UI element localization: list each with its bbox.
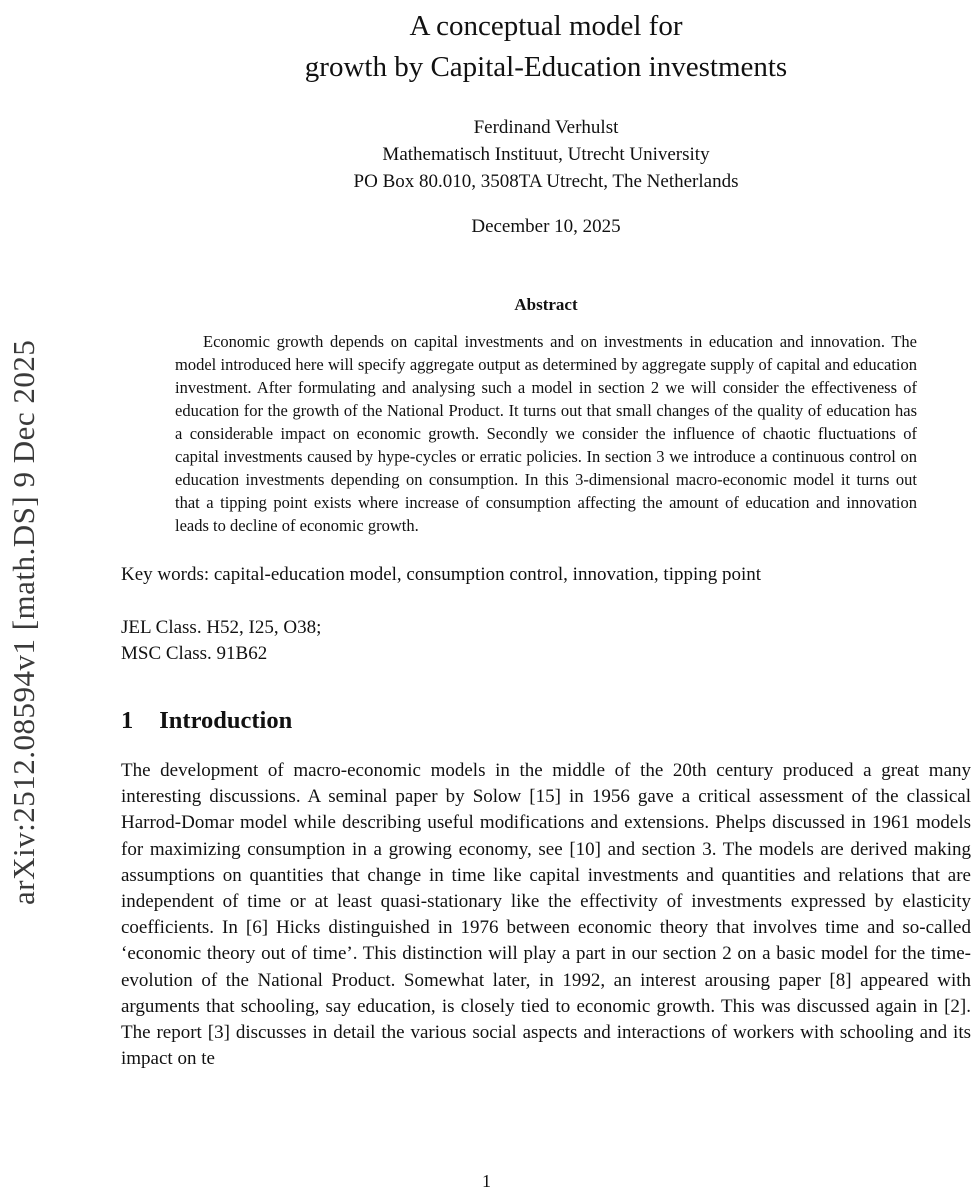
author-address: PO Box 80.010, 3508TA Utrecht, The Netherlands: [353, 171, 739, 192]
page-number: 1: [482, 1171, 491, 1191]
paper-title-line2: growth by Capital-Education investments: [304, 51, 788, 83]
author-affiliation: Mathematisch Instituut, Utrecht University: [382, 144, 710, 165]
paper-title: [121, 6, 971, 88]
paper-title-line1: A conceptual model for: [409, 10, 683, 42]
keywords-line: Key words: capital-education model, consumption control, innovation, tipping point: [121, 564, 762, 585]
author-block: [121, 114, 971, 195]
abstract-text: Economic growth depends on capital investments and on investments in education and innovation. The model introduced here will specify aggregate output as determined by aggregate supply of capital and education investment. After formulating and analysing such a model in section 2 we will consider the effectiveness of education for the growth of the National Product. It turns out that small changes of the quality of education has a considerable impact on economic growth. Secondly we consider the influence of chaotic fluctuations of capital investments caused by hype-cycles or erratic policies. In section 3 we introduce a continuous control on education investments depending on consumption. In this 3-dimensional macro-economic model it turns out that a tipping point exists where increase of consumption affecting the amount of education and innovation leads to decline of economic growth.: [175, 332, 917, 535]
arxiv-watermark: arXiv:2512.08594v1 [math.DS] 9 Dec 2025: [6, 339, 41, 905]
classification-block: [121, 615, 971, 667]
paper-date: December 10, 2025: [471, 216, 621, 237]
introduction-paragraph: The development of macro-economic models in the middle of the 20th century produced a great many interesting discussions. A seminal paper by Solow [15] in 1956 gave a critical assessment of the classical Harrod-Domar model while describing useful modifications and extensions. Phelps discussed in 1961 models for maximizing consumption in a growing economy, see [10] and section 3. The models are derived making assumptions on quantities that change in time like capital investments and quantities and relations that are independent of time or at least quasi-stationary like the effectivity of investments expressed by elasticity coefficients. In [6] Hicks distinguished in 1976 between economic theory that involves time and so-called ‘economic theory out of time’. This distinction will play a part in our section 2 on a basic model for the time-evolution of the National Product. Somewhat later, in 1992, an interest arousing paper [8] appeared with arguments that schooling, say education, is closely tied to economic growth. This was discussed again in [2]. The report [3] discusses in detail the various social aspects and interactions of workers with schooling and its impact on te: [121, 760, 971, 1070]
paper-content: [121, 0, 971, 1091]
abstract-heading: Abstract: [514, 295, 578, 314]
author-name: Ferdinand Verhulst: [473, 117, 619, 138]
jel-class-line: JEL Class. H52, I25, O38;: [121, 617, 322, 638]
section-1-heading: [121, 707, 971, 735]
section-1-title: Introduction: [159, 707, 293, 734]
msc-class-line: MSC Class. 91B62: [121, 643, 268, 664]
section-1-number: 1: [121, 707, 134, 734]
